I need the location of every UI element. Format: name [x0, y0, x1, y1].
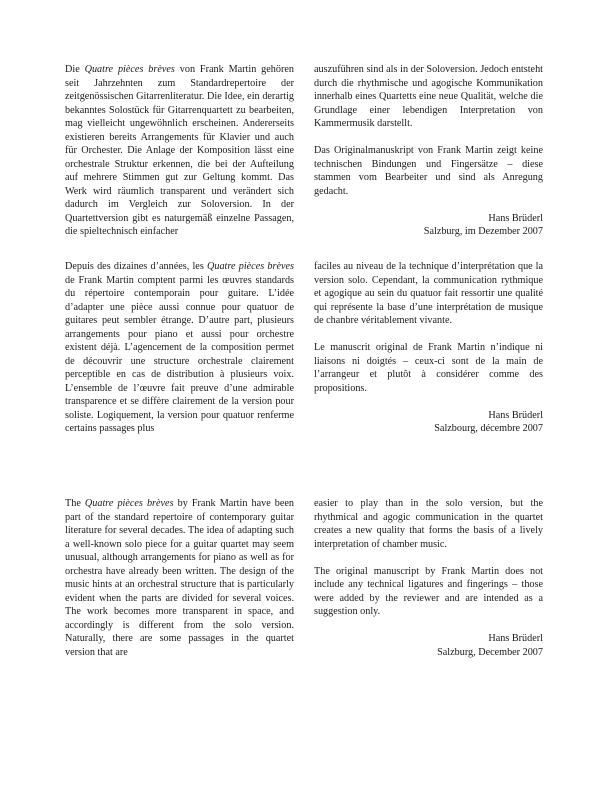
german-column-1: [65, 63, 294, 239]
english-column-2: [314, 497, 543, 659]
work-title: Quatre pièces brèves: [84, 498, 174, 509]
french-column-2: [314, 260, 543, 436]
english-paragraph-2: easier to play than in the solo version, but the rhythmical and agogic communication in the quartet creates a new quality that forms the basis of a lively interpretation of chamber music.: [314, 498, 543, 550]
french-paragraph-1: Depuis des dizaines d’années, les Quatre pièces brèves de Frank Martin comptent parmi les œuvres standards du répertoire contemporain pour guitare. L’idée d’adapter une pièce aussi connue pour quatuor de guitares peut sembler étrange. D’autre part, plusieurs arrangements pour piano et aussi pour orchestre existent déjà. L’agencement de la composition permet de découvrir une structure orchestrale clairement perceptible en cas de distribution à plusieurs voix. L’ensemble de l’œuvre fait preuve d’une admirable transparence et se diffère clairement de la version pour soliste. Logiquement, la version pour quatuor renferme certains passages plus: [65, 261, 294, 434]
signature-place-date: Salzburg, im Dezember 2007: [423, 226, 543, 237]
preface-french: [65, 260, 543, 436]
preface-german: [65, 63, 543, 239]
french-column-1: [65, 260, 294, 436]
german-column-2: [314, 63, 543, 239]
preface-english: [65, 497, 543, 659]
work-title: Quatre pièces brèves: [207, 261, 294, 272]
signature-place-date: Salzburg, December 2007: [437, 646, 543, 658]
german-paragraph-1: Die Quatre pièces brèves von Frank Martin gehören seit Jahrzehnten zum Standardrepertoire der zeitgenössischen Gitarrenliteratur. Die Idee, ein derartig bekanntes Solostück für Gitarrenquartett zu bearbeiten, mag vielleicht ungewöhnlich erscheinen. Andererseits existieren bereits Arrangements für Klavier und auch für Orchester. Die Anlage der Komposition lässt eine orchestrale Struktur erkennen, die bei der Aufteilung auf mehrere Stimmen gut zur Geltung kommt. Das Werk wird räumlich transparent und verändert sich dadurch im Vergleich zur Soloversion. In der Quartettversion gibt es naturgemäß einzelne Passagen, die spieltechnisch einfacher: [65, 64, 294, 237]
signature-place-date: Salzbourg, décembre 2007: [434, 423, 543, 434]
english-signature: [314, 632, 543, 659]
german-signature: [314, 212, 543, 239]
german-paragraph-2: auszuführen sind als in der Soloversion. Jedoch entsteht durch die rhythmische und agogische Kommunikation innerhalb eines Quartetts eine neue Qualität, welche die Grundlage einer lebendigen Interpretation von Kammermusik darstellt.: [314, 64, 543, 129]
work-title: Quatre pièces brèves: [84, 64, 175, 75]
english-paragraph-3: The original manuscript by Frank Martin does not include any technical ligatures and fingerings – those were added by the reviewer and are intended as a suggestion only.: [314, 565, 543, 617]
signature-name: Hans Brüderl: [488, 212, 543, 224]
signature-name: Hans Brüderl: [488, 409, 543, 421]
french-paragraph-2: faciles au niveau de la technique d’interprétation que la version solo. Cependant, la communication rythmique et agogique au sein du quatuor fait ressortir une qualité qui représente la base d’une interprétation de musique de chanbre véritablement vivante.: [314, 261, 543, 326]
english-paragraph-1: The Quatre pièces brèves by Frank Martin have been part of the standard repertoire of contemporary guitar literature for several decades. The idea of adapting such a well-known solo piece for a guitar quartet may seem unusual, although arrangements for piano as well as for orchestra have already been written. The design of the music hints at an orchestral structure that is particularly evident when the parts are divided for several voices. The work becomes more transparent in space, and accordingly is different from the solo version. Naturally, there are some passages in the quartet version that are: [65, 498, 294, 658]
french-signature: [314, 409, 543, 436]
signature-name: Hans Brüderl: [488, 633, 543, 644]
german-paragraph-3: Das Originalmanuskript von Frank Martin zeigt keine technischen Bindungen und Fingersätze – diese stammen vom Bearbeiter und sind als Anregung gedacht.: [314, 145, 543, 197]
english-column-1: [65, 497, 294, 659]
french-paragraph-3: Le manuscrit original de Frank Martin n’indique ni liaisons ni doigtés – ceux-ci sont de la main de l’arrangeur et plutôt à considérer comme des propositions.: [314, 342, 543, 394]
